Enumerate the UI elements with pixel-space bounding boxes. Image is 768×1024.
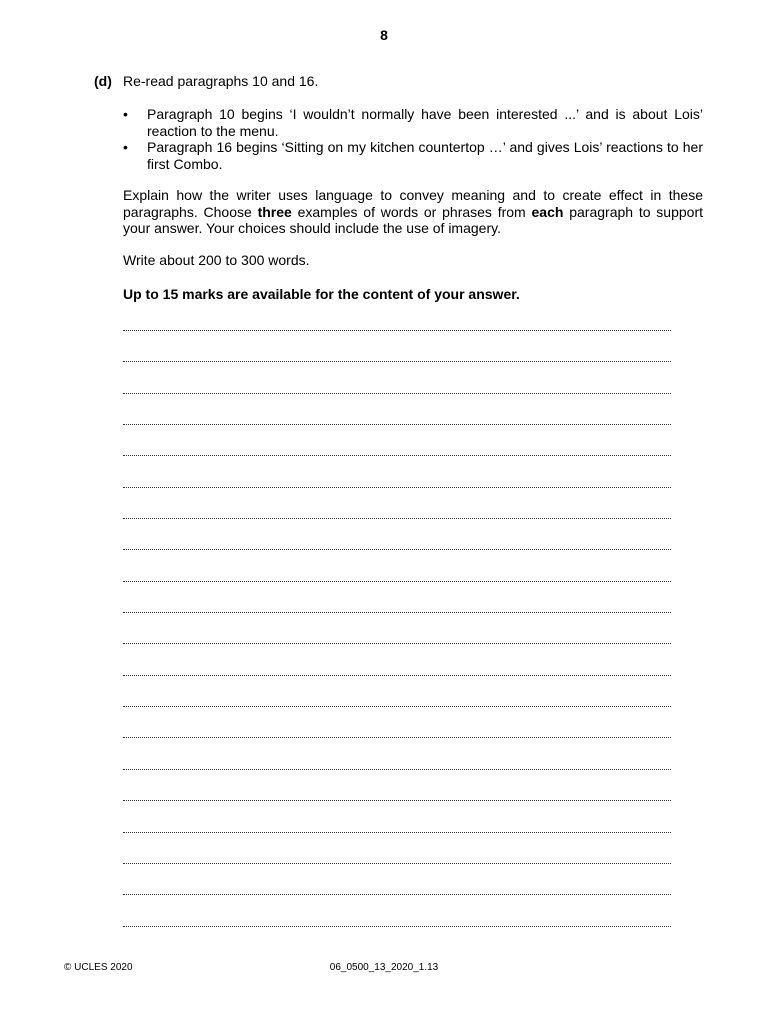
instruction-bold-three: three xyxy=(257,203,292,220)
answer-line[interactable] xyxy=(123,676,671,707)
answer-line[interactable] xyxy=(123,707,671,738)
bullet-1-text: Paragraph 10 begins ‘I wouldn’t normally have been interested ...’ and is about Lois’ reaction to the menu. xyxy=(147,106,703,139)
instruction-part-1: Explain how the writer uses language to convey meaning and to create effect in these paragraphs. Choose xyxy=(123,187,703,220)
instruction-bold-each: each xyxy=(531,203,564,220)
answer-line[interactable] xyxy=(123,394,671,425)
answer-line[interactable] xyxy=(123,550,671,581)
footer-code: 06_0500_13_2020_1.13 xyxy=(329,962,439,973)
bullet-dot: • xyxy=(123,106,128,122)
answer-line[interactable] xyxy=(123,582,671,613)
answer-line[interactable] xyxy=(123,322,671,331)
question-intro: Re-read paragraphs 10 and 16. xyxy=(123,73,319,89)
footer-copyright: © UCLES 2020 xyxy=(64,962,133,973)
bullet-2-text-a: Paragraph 16 begins ‘ xyxy=(147,139,285,155)
answer-line[interactable] xyxy=(123,425,671,456)
answer-line[interactable] xyxy=(123,644,671,675)
answer-line[interactable] xyxy=(123,895,671,926)
answer-line[interactable] xyxy=(123,331,671,362)
bullet-item-1 xyxy=(123,106,703,139)
bullet-dot: • xyxy=(123,139,128,155)
bullet-list xyxy=(123,106,703,172)
instruction-part-3: paragraph to support your answer. Your choices should include the use of imagery. xyxy=(123,203,704,236)
answer-lines[interactable] xyxy=(123,322,671,927)
instruction-part-2: examples of words or phrases from xyxy=(291,203,532,220)
answer-line[interactable] xyxy=(123,864,671,895)
instruction-text xyxy=(123,187,703,237)
bullet-2-text-b: Sitting on my kitchen countertop …’ and gives Lois’ reactions to her first Combo. xyxy=(147,139,703,172)
answer-line[interactable] xyxy=(123,738,671,769)
answer-line[interactable] xyxy=(123,801,671,832)
answer-line[interactable] xyxy=(123,833,671,864)
page-number: 8 xyxy=(380,27,388,43)
answer-line[interactable] xyxy=(123,770,671,801)
bullet-item-2 xyxy=(123,139,703,172)
answer-line[interactable] xyxy=(123,488,671,519)
question-label: (d) xyxy=(94,73,112,89)
word-count-instruction: Write about 200 to 300 words. xyxy=(123,252,310,268)
answer-line[interactable] xyxy=(123,362,671,393)
answer-line[interactable] xyxy=(123,613,671,644)
answer-line[interactable] xyxy=(123,456,671,487)
answer-line[interactable] xyxy=(123,519,671,550)
marks-note: Up to 15 marks are available for the content of your answer. xyxy=(123,286,520,302)
